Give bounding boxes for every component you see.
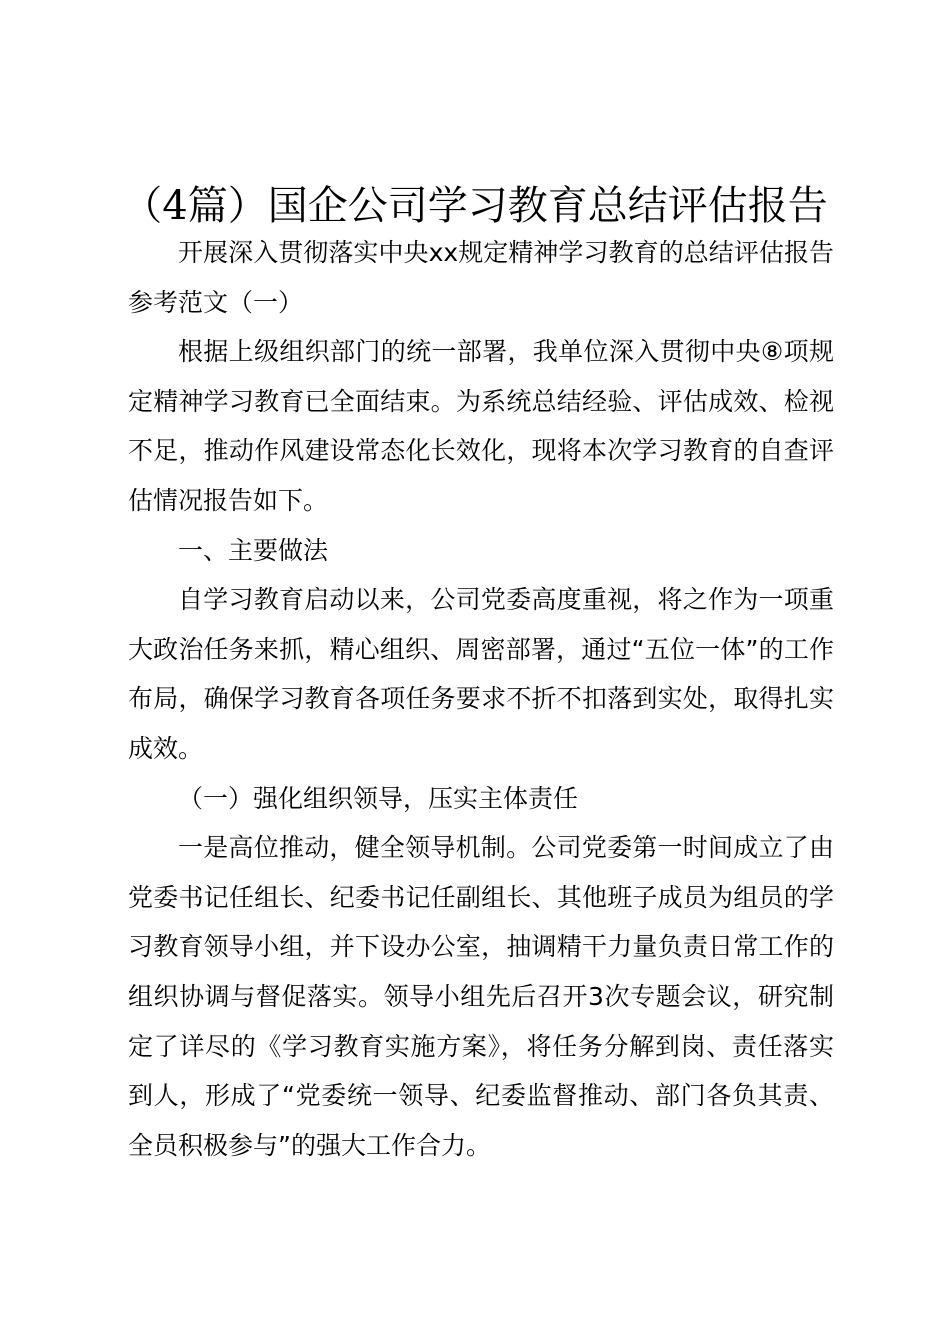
document-body xyxy=(128,228,834,1170)
intro-paragraph: 根据上级组织部门的统一部署，我单位深入贯彻中央⑧项规定精神学习教育已全面结束。为系统总结经验、评估成效、检视不足，推动作风建设常态化长效化，现将本次学习教育的自查评估情况报告如下。 xyxy=(128,337,834,515)
subsection-heading-leadership: （一）强化组织领导，压实主体责任 xyxy=(178,783,579,813)
main-practices-paragraph: 自学习教育启动以来，公司党委高度重视，将之作为一项重大政治任务来抓，精心组织、周密部署，通过“五位一体”的工作布局，确保学习教育各项任务要求不折不扣落到实处，取得扎实成效。 xyxy=(128,585,834,763)
section-heading-main-practices: 一、主要做法 xyxy=(178,535,329,565)
subtitle-paragraph: 开展深入贯彻落实中央xx规定精神学习教育的总结评估报告参考范文（一） xyxy=(128,238,834,317)
leadership-paragraph: 一是高位推动，健全领导机制。公司党委第一时间成立了由党委书记任组长、纪委书记任副组长、其他班子成员为组员的学习教育领导小组，并下设办公室，抽调精干力量负责日常工作的组织协调与督促落实。领导小组先后召开3次专题会议，研究制定了详尽的《学习教育实施方案》，将任务分解到岗、责任落实到人，形成了“党委统一领导、纪委监督推动、部门各负其责、全员积极参与”的强大工作合力。 xyxy=(128,833,834,1160)
document-title: （4篇）国企公司学习教育总结评估报告 xyxy=(122,183,828,229)
